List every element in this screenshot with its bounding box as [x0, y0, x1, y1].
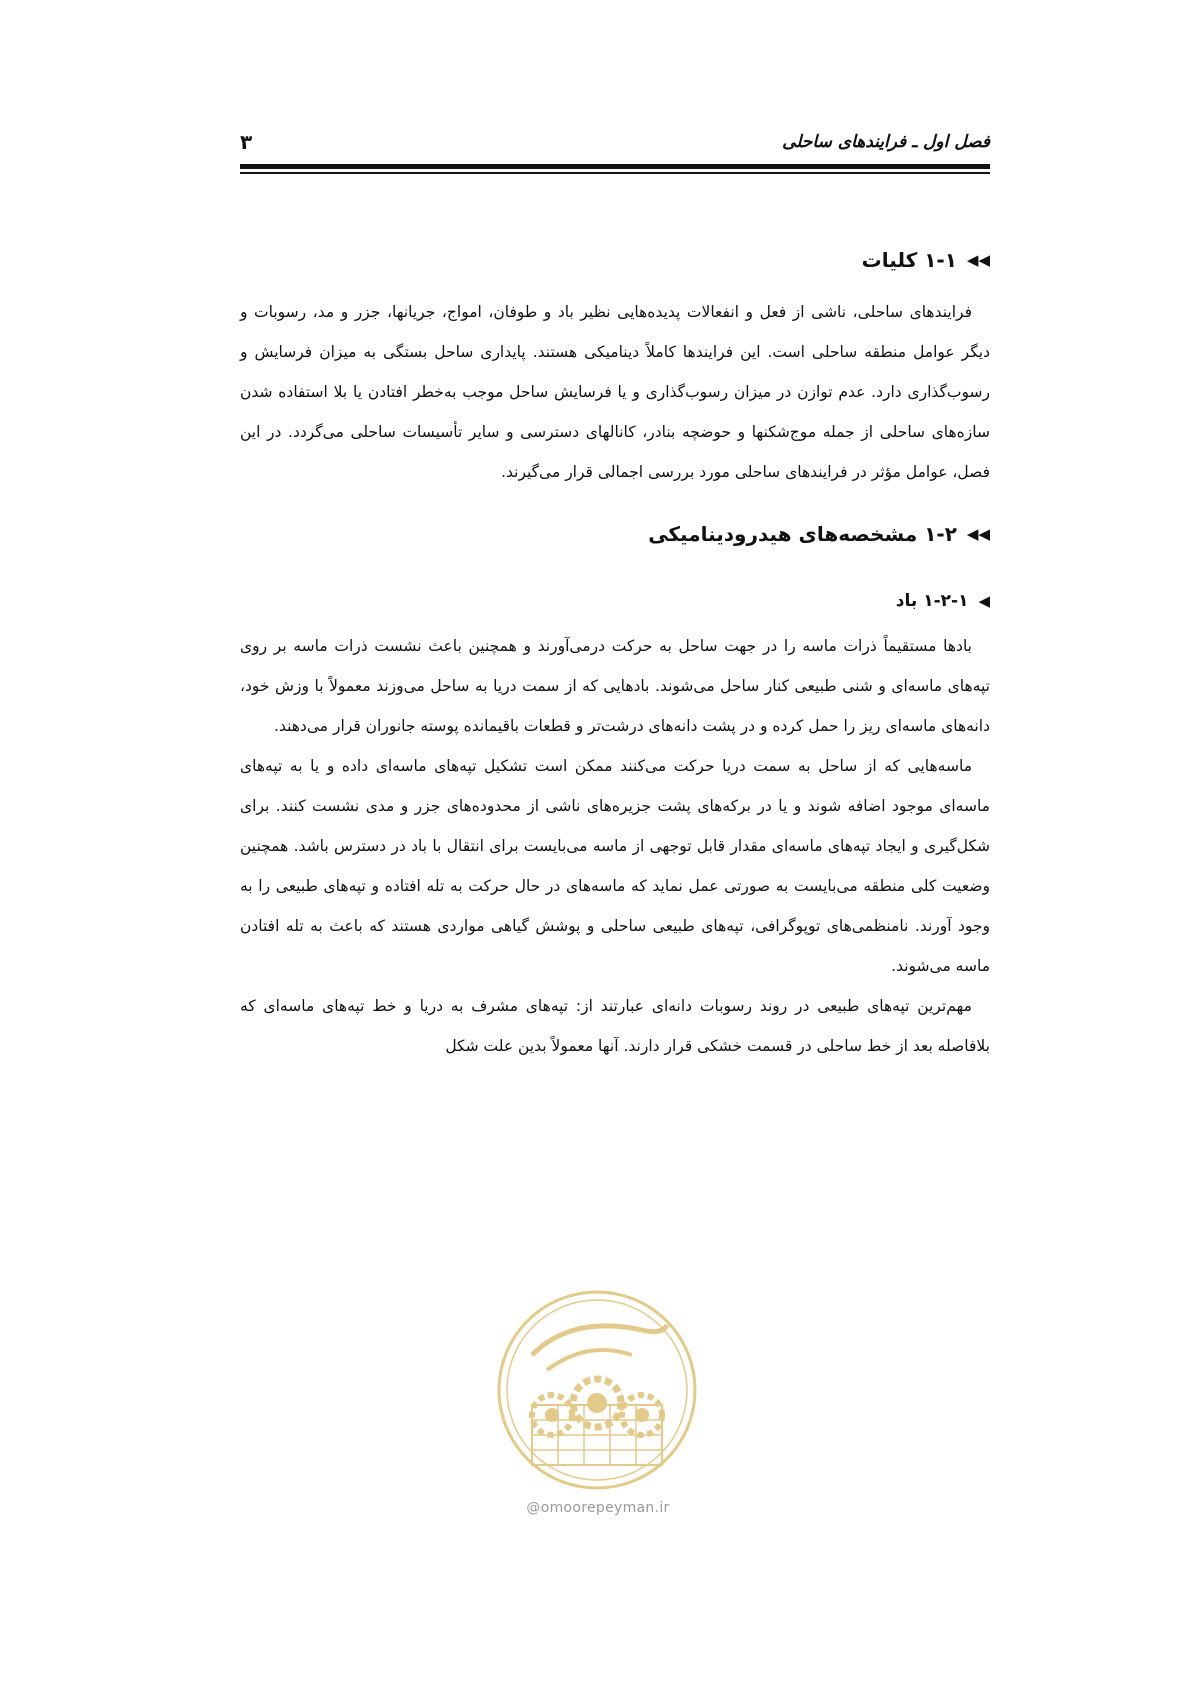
section-title: ۱-۱ کلیات — [861, 248, 957, 272]
chapter-title: فصل اول ـ فرایندهای ساحلی — [782, 132, 990, 152]
paragraph: بادها مستقیماً ذرات ماسه را در جهت ساحل به حرکت درمی‌آورند و همچنین باعث نشست ذرات ماسه بر روی تپه‌های ماسه‌ای و شنی طبیعی کنار ساحل می‌شوند. بادهایی که از سمت دریا به ساحل می‌وزند معمولاً با وزش خود، دانه‌های ماسه‌ای ریز را حمل کرده و در پشت دانه‌های درشت‌تر و قطعات باقیمانده پوسته جانوران قرار می‌دهند. — [240, 637, 990, 735]
watermark-logo-icon — [492, 1285, 702, 1495]
paragraph: ماسه‌هایی که از ساحل به سمت دریا حرکت می‌کنند ممکن است تشکیل تپه‌های ماسه‌ای داده و یا به تپه‌های ماسه‌ای موجود اضافه شوند و یا در برکه‌های پشت جزیره‌های ناشی از محدوده‌های جزر و مدی نشست کنند. برای شکل‌گیری و ایجاد تپه‌های ماسه‌ای مقدار قابل توجهی از ماسه می‌بایست برای انتقال با باد در دسترس باشد. همچنین وضعیت کلی منطقه می‌بایست به صورتی عمل نماید که ماسه‌های در حال حرکت به تله افتاده و تپه‌های طبیعی را به وجود آورند. نامنظمی‌های توپوگرافی، تپه‌های طبیعی ساحلی و پوشش گیاهی مواردی هستند که باعث به تله افتادن ماسه می‌شوند. — [240, 757, 990, 975]
section-title: ۱-۲ مشخصه‌های هیدرودینامیکی — [648, 522, 957, 546]
paragraph: فرایندهای ساحلی، ناشی از فعل و انفعالات پدیده‌هایی نظیر باد و طوفان، امواج، جریانها، جزر و مد، رسوبات و دیگر عوامل منطقه ساحلی است. این فرایندها کاملاً دینامیکی هستند. پایداری ساحل بستگی به میزان فرسایش و رسوب‌گذاری دارد. عدم توازن در میزان رسوب‌گذاری و یا فرسایش ساحل موجب به‌خطر افتادن یا بلا استفاده شدن سازه‌های ساحلی از جمله موج‌شکنها و حوضچه بنادر، کانالهای دسترسی و سایر تأسیسات ساحلی می‌گردد. در این فصل، عوامل مؤثر در فرایندهای ساحلی مورد بررسی اجمالی قرار می‌گیرند. — [240, 303, 990, 481]
arrow-icon: ◀ — [978, 592, 990, 610]
running-header — [240, 126, 990, 158]
paragraph: مهم‌ترین تپه‌های طبیعی در روند رسوبات دانه‌ای عبارتند از: تپه‌های مشرف به دریا و خط تپه‌های ماسه‌ای که بلافاصله بعد از خط ساحلی در قسمت خشکی قرار دارند. آنها معمولاً بدین علت شکل — [240, 997, 990, 1055]
watermark-url: @omoorepeyman.ir — [526, 1500, 670, 1516]
double-arrow-icon: ◀◀ — [966, 251, 990, 269]
page-number: ۳ — [240, 130, 253, 154]
section-heading-1-1 — [240, 240, 990, 280]
double-arrow-icon: ◀◀ — [966, 525, 990, 543]
section-heading-1-2-1 — [240, 582, 990, 620]
section-heading-1-2 — [240, 514, 990, 554]
header-rule-thick — [240, 164, 990, 169]
page-body — [240, 240, 990, 1066]
subsection-title: ۱-۲-۱ باد — [895, 591, 969, 611]
header-rule-thin — [240, 172, 990, 174]
